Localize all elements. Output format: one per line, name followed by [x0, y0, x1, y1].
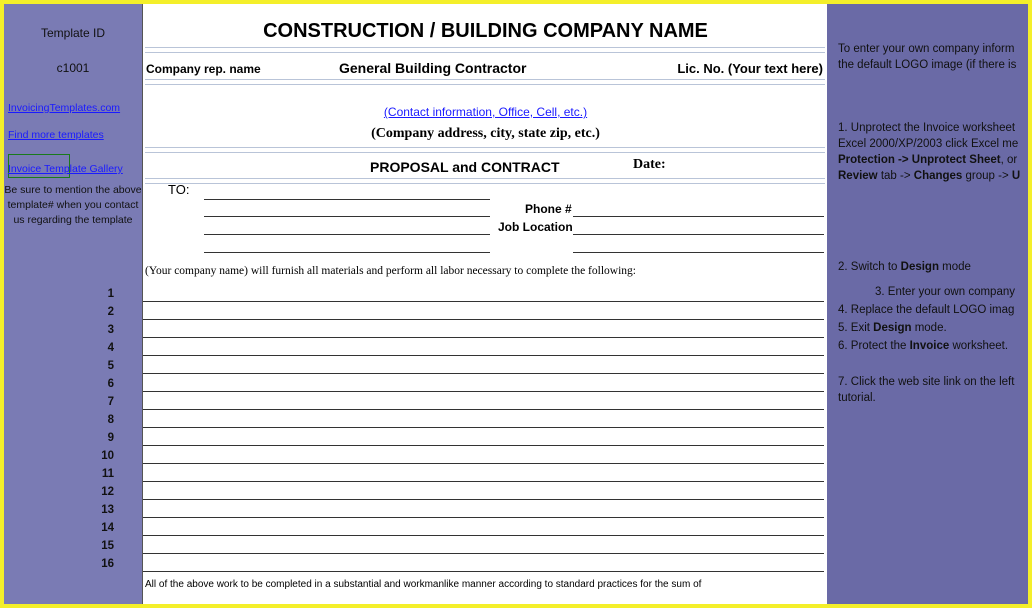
work-line[interactable] [143, 301, 824, 302]
instruction-bold: Design [900, 261, 939, 273]
line-number: 4 [107, 342, 114, 354]
instruction-step1-line3 [838, 154, 1017, 166]
line-number: 1 [107, 288, 114, 300]
invoicing-templates-link[interactable]: InvoicingTemplates.com [8, 102, 121, 114]
instruction-step1-line1: 1. Unprotect the Invoice worksheet [838, 122, 1016, 134]
company-address[interactable]: (Company address, city, state zip, etc.) [371, 126, 600, 141]
line-number: 15 [101, 540, 114, 552]
to-line[interactable] [204, 252, 490, 253]
instruction-text: mode [938, 261, 971, 273]
instruction-text: 5. Exit [838, 322, 874, 334]
footer-statement[interactable]: All of the above work to be completed in a substantial and workmanlike manner according to standard practices for the sum of [145, 579, 702, 590]
job-location-field[interactable] [573, 234, 824, 235]
header-divider [145, 178, 825, 184]
instruction-text: mode. [911, 322, 947, 334]
instruction-bold: Review [838, 170, 878, 182]
to-label: TO: [168, 182, 190, 197]
instruction-text: 6. Protect the [838, 340, 910, 352]
work-line[interactable] [143, 517, 824, 518]
work-line[interactable] [143, 463, 824, 464]
right-instructions-panel [827, 4, 1028, 604]
line-number: 9 [107, 432, 114, 444]
work-line[interactable] [143, 373, 824, 374]
job-location-field[interactable] [573, 252, 824, 253]
work-line[interactable] [143, 481, 824, 482]
instruction-intro-1: To enter your own company inform [838, 43, 1015, 55]
line-number: 16 [101, 558, 114, 570]
instruction-step6 [838, 340, 1008, 352]
work-line[interactable] [143, 409, 824, 410]
instruction-bold: Protection -> Unprotect Sheet [838, 154, 1001, 166]
instruction-bold: Changes [913, 170, 963, 182]
instruction-text: , or [1000, 154, 1018, 166]
instruction-step3: 3. Enter your own company [875, 286, 1015, 298]
line-number: 8 [107, 414, 114, 426]
contact-info-link[interactable]: (Contact information, Office, Cell, etc.) [383, 105, 588, 119]
phone-label: Phone # [525, 202, 572, 216]
furnish-statement[interactable]: (Your company name) will furnish all materials and perform all labor necessary to complete the following: [145, 265, 636, 277]
header-divider [145, 47, 825, 53]
find-more-templates-link[interactable]: Find more templates [8, 129, 104, 141]
line-number: 14 [101, 522, 114, 534]
instruction-step1-line2: Excel 2000/XP/2003 click Excel me [838, 138, 1019, 150]
line-number: 10 [101, 450, 114, 462]
work-line[interactable] [143, 553, 824, 554]
proposal-sheet [142, 4, 829, 604]
line-number: 5 [107, 360, 114, 372]
instruction-step4: 4. Replace the default LOGO imag [838, 304, 1015, 316]
template-gallery-link[interactable]: Invoice Template Gallery [8, 163, 123, 175]
header-divider [145, 79, 825, 85]
instruction-text: worksheet. [949, 340, 1009, 352]
work-line[interactable] [143, 445, 824, 446]
contractor-type[interactable]: General Building Contractor [339, 60, 527, 76]
instruction-step7-line1: 7. Click the web site link on the left [838, 376, 1015, 388]
line-number: 6 [107, 378, 114, 390]
document-title: PROPOSAL and CONTRACT [370, 159, 560, 175]
job-location-label: Job Location [498, 220, 573, 234]
to-line[interactable] [204, 234, 490, 235]
header-divider [145, 147, 825, 153]
instruction-step7-line2: tutorial. [838, 392, 876, 404]
line-number: 3 [107, 324, 114, 336]
instruction-text: 2. Switch to [838, 261, 901, 273]
instruction-step1-line4 [838, 170, 1020, 182]
instruction-intro-2: the default LOGO image (if there is [838, 59, 1017, 71]
work-line[interactable] [143, 355, 824, 356]
company-name-title[interactable]: CONSTRUCTION / BUILDING COMPANY NAME [263, 20, 708, 42]
phone-field[interactable] [573, 216, 824, 217]
line-number: 11 [101, 468, 114, 480]
work-line[interactable] [143, 427, 824, 428]
instruction-bold: Design [873, 322, 912, 334]
work-line[interactable] [143, 499, 824, 500]
license-number[interactable]: Lic. No. (Your text here) [677, 61, 823, 76]
line-number: 13 [101, 504, 114, 516]
line-number: 12 [101, 486, 114, 498]
instruction-step5 [838, 322, 947, 334]
template-note: Be sure to mention the above template# when you contact us regarding the template [4, 184, 142, 226]
work-line[interactable] [143, 535, 824, 536]
to-line[interactable] [204, 216, 490, 217]
left-info-panel [4, 4, 142, 604]
instruction-bold: Invoice [909, 340, 950, 352]
template-id-value: c1001 [56, 61, 90, 75]
instruction-text: tab -> [877, 170, 914, 182]
company-rep-label[interactable]: Company rep. name [146, 62, 261, 76]
instruction-bold: U [1011, 170, 1021, 182]
to-line[interactable] [204, 199, 490, 200]
spreadsheet-window [4, 4, 1028, 604]
work-line[interactable] [143, 391, 824, 392]
work-line[interactable] [143, 337, 824, 338]
line-number: 2 [107, 306, 114, 318]
instruction-step2 [838, 261, 971, 273]
work-line[interactable] [143, 319, 824, 320]
template-id-label: Template ID [40, 26, 106, 40]
date-label: Date: [633, 157, 666, 172]
instruction-text: group -> [962, 170, 1012, 182]
work-line[interactable] [143, 571, 824, 572]
line-number: 7 [107, 396, 114, 408]
